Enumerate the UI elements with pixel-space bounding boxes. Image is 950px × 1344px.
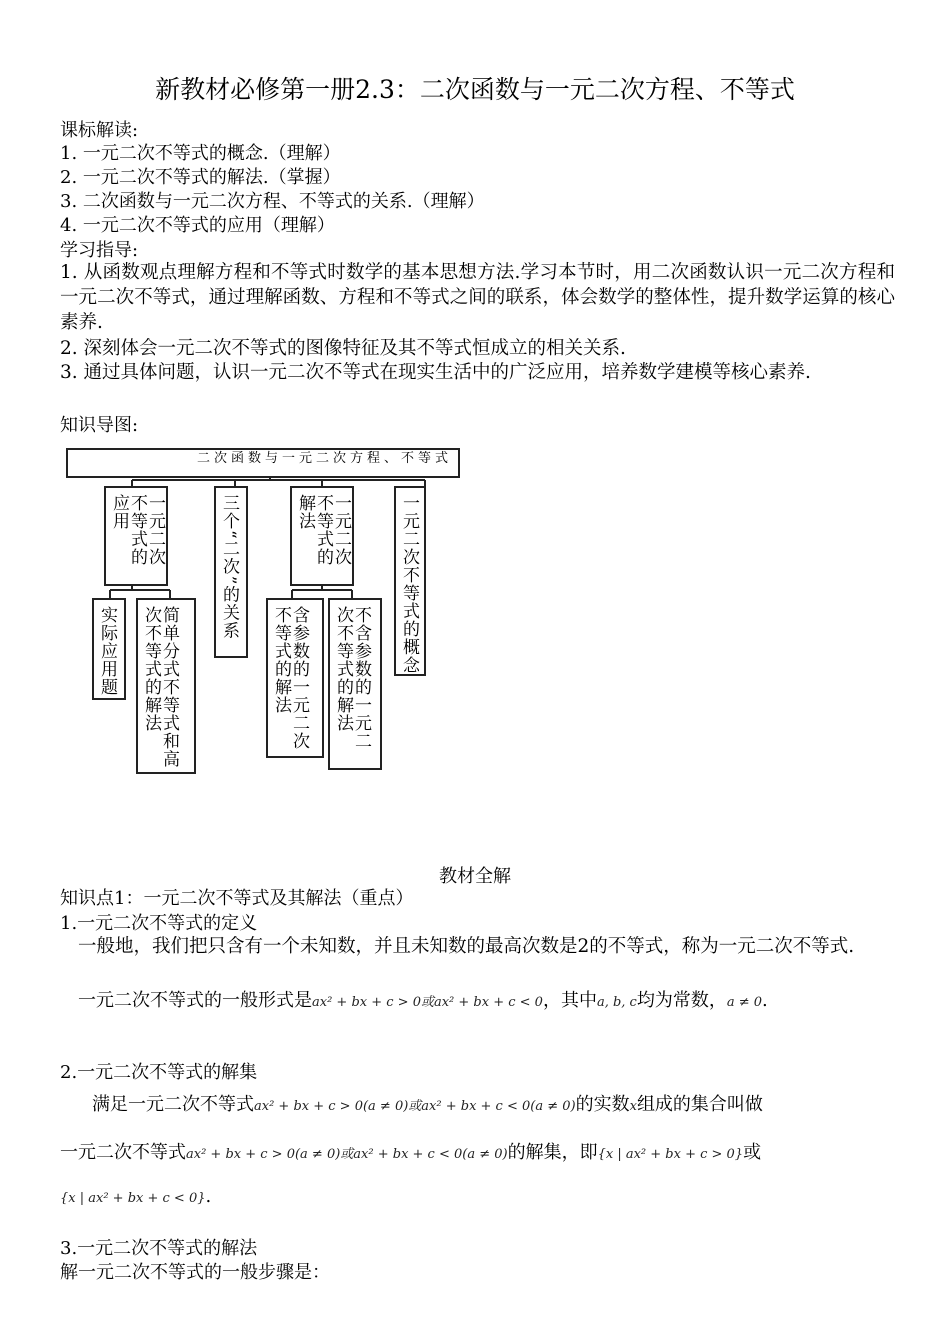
solution-set-line2-math: ax² + bx + c > 0(a ≠ 0)或ax² + bx + c < 0(a ≠ 0): [186, 1147, 508, 1162]
course-reading-heading: 课标解读:: [60, 120, 139, 141]
solution-set-prefix: 满足一元二次不等式: [92, 1094, 254, 1115]
course-reading-item: 3. 二次函数与一元二次方程、不等式的关系.（理解）: [60, 191, 485, 212]
map-branch-label: 一元二次不等式的解法: [295, 494, 351, 566]
solution-set-end: 组成的集合叫做: [636, 1094, 763, 1115]
solution-set-line2-mid: 的解集，即: [507, 1142, 598, 1163]
map-branch-label: 一元二次不等式的概念: [399, 494, 419, 674]
section-heading: 教材全解: [439, 866, 511, 887]
knowledge-map-heading: 知识导图:: [60, 415, 139, 436]
solution-set-math: ax² + bx + c > 0(a ≠ 0)或ax² + bx + c < 0(a ≠ 0): [254, 1099, 576, 1114]
map-leaf-label: 简单分式不等式和高次不等式的解法: [141, 606, 179, 768]
course-reading-item: 1. 一元二次不等式的概念.（理解）: [60, 143, 341, 164]
subsection-title: 1.一元二次不等式的定义: [60, 913, 258, 934]
map-branch-application: [104, 486, 168, 586]
general-form-math: ax² + bx + c > 0或ax² + bx + c < 0: [312, 995, 543, 1010]
solution-set-line2-prefix: 一元二次不等式: [60, 1142, 186, 1163]
solution-set-line-3: [60, 1186, 211, 1207]
general-form-abc: a, b, c: [596, 995, 637, 1010]
map-branch-relation: [214, 486, 248, 658]
map-leaf-with-param: [266, 598, 324, 758]
study-guide-item: 2. 深刻体会一元二次不等式的图像特征及其不等式恒成立的相关关系.: [60, 338, 626, 359]
solution-set-mid: 的实数: [575, 1094, 630, 1115]
solution-set-set2-end: .: [205, 1186, 212, 1207]
map-branch-label: 一元二次不等式的应用: [109, 494, 165, 566]
general-form-mid2: 均为常数，: [636, 990, 727, 1011]
study-guide-item: 1. 从函数观点理解方程和不等式时数学的基本思想方法.学习本节时，用二次函数认识一元二次方程和一元二次不等式，通过理解函数、方程和不等式之间的联系，体会数学的整体性，提升数学运算的核心素养.: [60, 262, 895, 333]
map-leaf-label: 实际应用题: [97, 606, 117, 696]
solution-set-x: x: [629, 1099, 637, 1114]
study-guide-item: 3. 通过具体问题，认识一元二次不等式在现实生活中的广泛应用，培养数学建模等核心素养.: [60, 362, 811, 383]
map-leaf-fraction: [136, 598, 196, 774]
map-leaf-label: 不含参数的一元二次不等式的解法: [333, 606, 371, 750]
subsection-title: 2.一元二次不等式的解集: [60, 1062, 258, 1083]
map-leaf-label: 含参数的一元二次不等式的解法: [271, 606, 309, 750]
definition-text: 一般地，我们把只含有一个未知数，并且未知数的最高次数是2的不等式，称为一元二次不等式.: [78, 936, 855, 957]
map-root-label: 二次函数与一元二次方程、不等式: [196, 451, 452, 466]
solution-set-or: 或: [743, 1142, 762, 1163]
general-form-end: .: [762, 990, 768, 1011]
solution-set-set1: {x | ax² + bx + c > 0}: [597, 1147, 744, 1162]
general-form-line: [78, 986, 768, 1012]
course-reading-item: 4. 一元二次不等式的应用（理解）: [60, 215, 335, 236]
general-form-prefix: 一元二次不等式的一般形式是: [78, 990, 312, 1011]
solution-set-line-1: [92, 1090, 763, 1116]
page-title: 新教材必修第一册2.3：二次函数与一元二次方程、不等式: [155, 75, 795, 104]
subsection-title: 3.一元二次不等式的解法: [60, 1238, 258, 1259]
map-branch-concept: [394, 486, 426, 676]
solution-set-line-2: [60, 1138, 761, 1164]
steps-intro-text: 解一元二次不等式的一般步骤是：: [60, 1262, 330, 1283]
knowledge-point-title: 知识点1：一元二次不等式及其解法（重点）: [60, 888, 414, 909]
solution-set-set2: {x | ax² + bx + c < 0}: [60, 1191, 206, 1206]
general-form-cond: a ≠ 0: [726, 995, 763, 1010]
map-root-box: [66, 448, 460, 478]
map-leaf-no-param: [328, 598, 382, 770]
general-form-mid: ，其中: [542, 990, 597, 1011]
map-branch-label: 三个“二次”的关系: [219, 494, 239, 640]
study-guide-heading: 学习指导:: [60, 240, 139, 261]
course-reading-item: 2. 一元二次不等式的解法.（掌握）: [60, 167, 341, 188]
map-leaf-practical: [92, 598, 126, 700]
map-branch-solving: [290, 486, 354, 586]
